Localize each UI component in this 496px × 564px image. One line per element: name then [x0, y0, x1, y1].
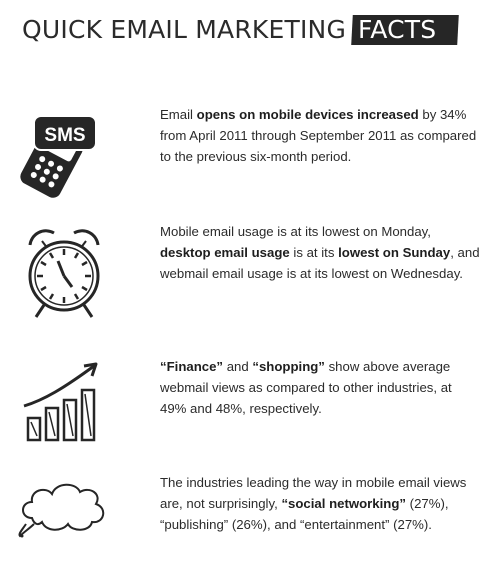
fact-text-segment: The industries leading the way in mobile email views are, not surprisingly, [160, 475, 467, 511]
fact-text-segment: show above average webmail views as compared to other industries, at 49% and 48%, respectively. [160, 359, 452, 416]
fact-text-segment: , and webmail email usage is at its lowest on Wednesday. [160, 245, 480, 281]
fact-text-segment: and [223, 359, 253, 374]
fact-text [160, 104, 480, 167]
fact-text [160, 221, 480, 284]
fact-text-bold: desktop email usage [160, 245, 290, 260]
fact-text-segment: Email [160, 107, 197, 122]
fact-text-bold: opens on mobile devices increased [196, 107, 419, 122]
fact-text-segment: (27%), “publishing” (26%), and “entertainment” (27%). [160, 496, 449, 532]
sms-label: SMS [44, 125, 86, 146]
alarm-clock-icon [14, 221, 114, 325]
page-title [22, 14, 458, 46]
fact-text-segment: by 34% from April 2011 through September 2011 as compared to the previous six-month period. [160, 107, 477, 164]
title-text: QUICK EMAIL MARKETING [22, 15, 347, 44]
speech-cloud-icon [14, 478, 114, 538]
fact-text-bold: lowest on Sunday [338, 245, 451, 260]
title-badge-text: FACTS [358, 15, 437, 44]
fact-text-segment: is at its [289, 245, 339, 260]
fact-text-bold: “social networking” [281, 496, 407, 511]
fact-text-bold: “Finance” [160, 359, 224, 374]
sms-phone-icon [14, 110, 114, 200]
fact-text-segment: Mobile email usage is at its lowest on Monday, [160, 224, 431, 239]
fact-text [160, 356, 480, 419]
fact-text-bold: “shopping” [252, 359, 325, 374]
growth-bar-chart-icon [14, 360, 114, 444]
fact-text [160, 472, 480, 535]
title-badge [351, 15, 459, 45]
